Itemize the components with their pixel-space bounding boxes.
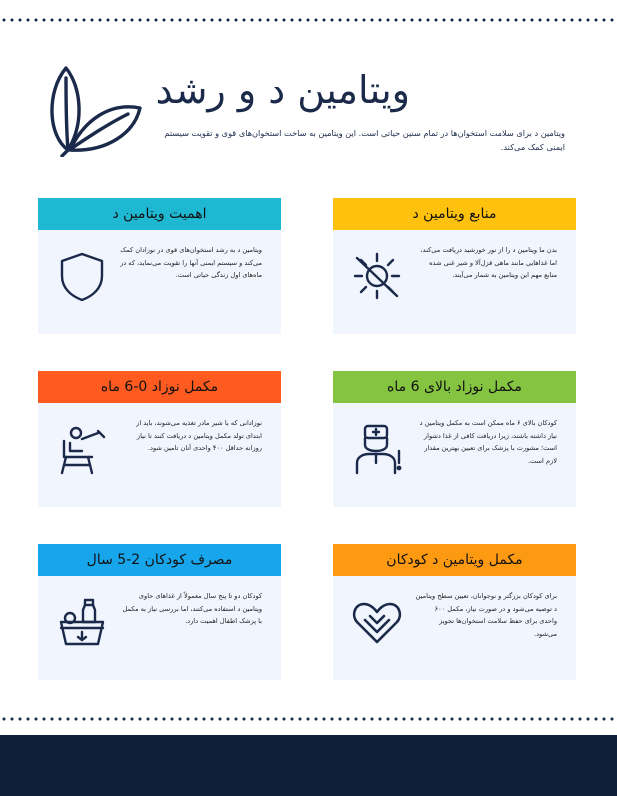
card-text: نوزادانی که با شیر مادر تغذیه می‌شوند، باید از ابتدای تولد مکمل ویتامین د دریافت کنند تا نیاز روزانه حداقل ۴۰۰ واحدی آنان تامین شود. (136, 419, 262, 452)
doctor-icon (351, 423, 403, 475)
card-header: اهمیت ویتامین د (38, 198, 281, 230)
card-child-supplement (333, 544, 576, 680)
card-children-2-5-years (38, 544, 281, 680)
shield-icon (56, 250, 108, 302)
card-vitamin-d-sources (333, 198, 576, 334)
card-header: منابع ویتامین د (333, 198, 576, 230)
card-header: مکمل نوزاد بالای 6 ماه (333, 371, 576, 403)
leaf-icon (44, 62, 144, 157)
top-dotted-divider (0, 18, 617, 22)
page-title: ویتامین د و رشد (155, 68, 410, 112)
baby-chair-icon (56, 423, 108, 475)
card-supplement-over-6-months (333, 371, 576, 507)
card-vitamin-d-importance (38, 198, 281, 334)
card-text: بدن ما ویتامین د را از نور خورشید دریافت می‌کند، اما غذاهایی مانند ماهی قزل‌آلا و شیر غنی شده منابع مهم این ویتامین به شمار می‌آیند. (420, 246, 557, 279)
card-header: مکمل ویتامین د کودکان (333, 544, 576, 576)
intro-text: ویتامین د برای سلامت استخوان‌ها در تمام سنین حیاتی است. این ویتامین به ساخت استخوان‌های قوی و تقویت سیستم ایمنی کمک می‌کند. (164, 128, 565, 152)
card-text: برای کودکان بزرگتر و نوجوانان، تعیین سطح ویتامین د توصیه می‌شود و در صورت نیاز، مکمل ۶۰۰ واحدی برای حفظ سلامت استخوان‌ها تجویز می‌شود. (415, 592, 557, 638)
food-basket-icon (56, 596, 108, 648)
card-text: ویتامین د به رشد استخوان‌های قوی در نوزادان کمک می‌کند و سیستم ایمنی آنها را تقویت می‌نماید، که در ماه‌های اول زندگی حیاتی است. (120, 246, 262, 279)
card-header: مصرف کودکان 2-5 سال (38, 544, 281, 576)
card-supplement-0-6-months (38, 371, 281, 507)
footer-band (0, 735, 617, 796)
card-header: مکمل نوزاد 0-6 ماه (38, 371, 281, 403)
card-text: کودکان دو تا پنج سال معمولاً از غذاهای حاوی ویتامین د استفاده می‌کنند، اما بررسی نیاز به مکمل با پزشک اطفال اهمیت دارد. (122, 592, 262, 625)
bottom-dotted-divider (0, 717, 617, 721)
sun-off-icon (351, 250, 403, 302)
card-text: کودکان بالای ۶ ماه ممکن است به مکمل ویتامین د نیاز داشته باشند، زیرا دریافت کافی از غذا دشوار است؛ مشورت با پزشک برای تعیین بهترین مقدار لازم است. (419, 419, 557, 465)
heart-icon (351, 596, 403, 648)
